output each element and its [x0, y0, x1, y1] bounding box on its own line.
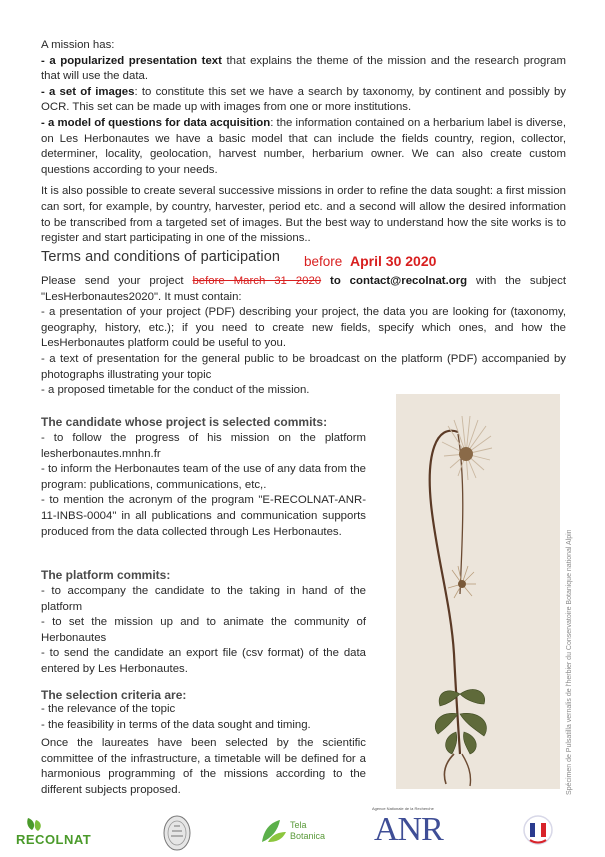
pulsatilla-specimen-image — [396, 394, 560, 789]
candidate-item: - to inform the Herbonautes team of the use of any data from the program: publications, communications, etc,. — [41, 463, 366, 491]
terms-title: Terms and conditions of participation — [41, 249, 281, 265]
platform-list — [41, 584, 366, 678]
selection-item: - the relevance of the topic — [41, 703, 176, 715]
french-republic-logo — [522, 814, 554, 851]
mission-section — [41, 38, 566, 247]
recolnat-logo — [14, 816, 92, 855]
terms-before: before — [304, 254, 343, 269]
recolnat-wordmark: RECOLNAT — [16, 832, 92, 847]
terms-body — [41, 274, 566, 399]
museum-seal-logo — [162, 814, 192, 857]
anr-agency-name: Agence Nationale de la Recherche — [372, 806, 434, 811]
selection-list — [41, 702, 366, 799]
mission-paragraph: It is also possible to create several successive missions in order to refine the data sought: a first mission can sort, for example, by country, harvester, period etc. and a second will allow the desired information to be transcribed from a targeted set of images. But the best way to understand how the site works is to register and start participating in one of the missions.. — [41, 185, 566, 245]
terms-item: - a text of presentation for the general public to be broadcast on the platform (PDF) accompanied by photographs illustrating your topic — [41, 352, 566, 381]
mission-item-text — [41, 54, 566, 85]
candidate-item: - to mention the acronym of the program "E-RECOLNAT-ANR-11-INBS-0004" in all publications and communication supports produced from the data collected through Les Herbonautes. — [41, 494, 366, 538]
photo-credit: Spécimen de Pulsatilla vernalis de l'herbier du Conservatoire Botanique national Alpin — [566, 529, 573, 795]
leaves-icon — [258, 812, 288, 846]
terms-item: - a proposed timetable for the conduct of the mission. — [41, 384, 310, 397]
botanica-wordmark: Botanica — [290, 831, 326, 841]
contact-email: to contact@recolnat.org — [321, 275, 468, 287]
anr-wordmark: ANR — [374, 811, 443, 848]
tela-botanica-logo — [258, 812, 326, 851]
selection-item: - the feasibility in terms of the data sought and timing. — [41, 718, 311, 731]
platform-item: - to set the mission up and to animate the community of Herbonautes — [41, 616, 366, 644]
partner-logos — [0, 804, 605, 855]
terms-subject: with the subject "LesHerbonautes2020". It must contain: — [41, 275, 566, 303]
mission-item-body: that explains the theme of the mission and the research program that will use the data. — [41, 54, 566, 83]
herbarium-specimen-photo — [396, 394, 560, 789]
seal-icon — [162, 814, 192, 852]
terms-item: - a presentation of your project (PDF) describing your project, the data you are looking for (taxonomy, geography, history, etc.); if you need to create new fields, specify which ones, and how the LesHerbonautes platform could be useful to you. — [41, 306, 566, 350]
mission-item-label: - a popularized presentation text — [41, 54, 222, 67]
mission-item-questions — [41, 116, 566, 178]
mission-item-body: : to constitute this set we have a search by taxonomy, by continent and possibly by OCR. This set can be made up with images from one or more institutions. — [41, 85, 566, 114]
platform-item: - to accompany the candidate to the taking in hand of the platform — [41, 585, 366, 613]
mission-item-body: : the information contained on a herbarium label is diverse, on Les Herbonautes we have a basic model that can include the fields country, region, collector, determiner, locality, geolocation, harvest number, herbarium owner. We can also create custom questions according to your needs. — [41, 116, 566, 176]
mission-item-images — [41, 85, 566, 116]
mission-item-label: - a set of images — [41, 85, 135, 98]
mission-heading: A mission has: — [41, 39, 115, 51]
selection-heading: The selection criteria are: — [41, 688, 187, 702]
candidate-heading: The candidate whose project is selected commits: — [41, 415, 328, 429]
terms-send-text: Please send your project — [41, 275, 193, 287]
platform-heading: The platform commits: — [41, 568, 171, 582]
terms-old-deadline: before March 31 2020 — [192, 275, 322, 287]
platform-item: - to send the candidate an export file (csv format) of the data entered by Les Herbonautes. — [41, 647, 366, 675]
candidate-item: - to follow the progress of his mission on the platform lesherbonautes.mnhn.fr — [41, 432, 366, 460]
candidate-list — [41, 431, 366, 540]
republic-emblem-icon — [522, 814, 554, 846]
selection-closing: Once the laureates have been selected by the scientific committee of the infrastructure, a timetable will be defined for a harmonious programming of the missions according to the different subjects proposed. — [41, 737, 366, 796]
mission-item-label: - a model of questions for data acquisition — [41, 116, 271, 129]
terms-deadline: April 30 2020 — [350, 253, 437, 269]
terms-send-line — [41, 274, 566, 305]
tela-wordmark: Tela — [290, 820, 307, 830]
